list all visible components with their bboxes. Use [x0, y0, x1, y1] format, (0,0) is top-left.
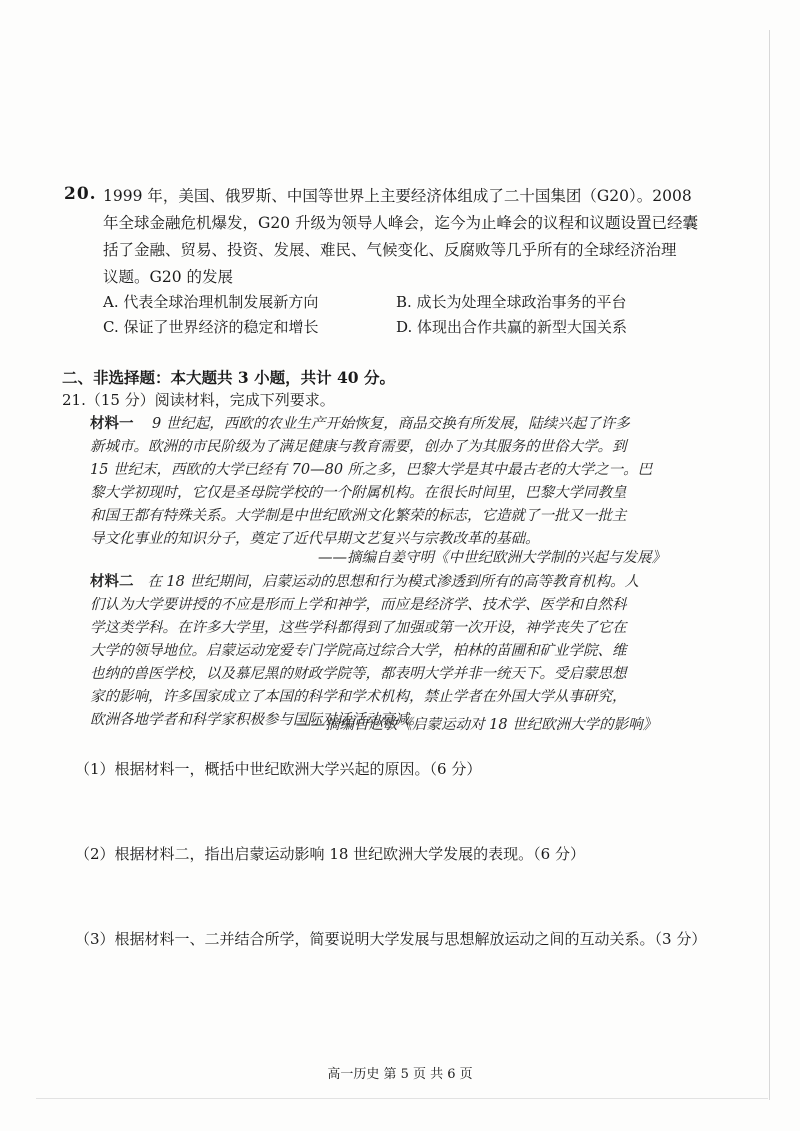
material-1-label: 材料一 [90, 415, 134, 432]
question-20-stem-line-4: 议题。G20 的发展 [103, 268, 234, 286]
material-2-line-6: 家的影响，许多国家成立了本国的科学和学术机构，禁止学者在外国大学从事研究， [90, 689, 627, 705]
material-1-line-5: 和国王都有特殊关系。大学制是中世纪欧洲文化繁荣的标志，它造就了一批又一批主 [90, 508, 627, 524]
material-1-line-2: 新城市。欧洲的市民阶级为了满足健康与教育需要，创办了为其服务的世俗大学。到 [90, 439, 627, 455]
page-footer: 高一历史 第 5 页 共 6 页 [327, 1067, 473, 1082]
page-edge-line [769, 30, 770, 1100]
material-2-line-2: 们认为大学要讲授的不应是形而上学和神学，而应是经济学、技术学、医学和自然科 [90, 597, 627, 613]
question-20-option-c: C. 保证了世界经济的稳定和增长 [103, 318, 319, 336]
question-20-stem-line-3: 括了金融、贸易、投资、发展、难民、气候变化、反腐败等几乎所有的全球经济治理 [103, 241, 677, 259]
material-2-text-1: 在 18 世纪期间，启蒙运动的思想和行为模式渗透到所有的高等教育机构。人 [147, 574, 639, 590]
question-20-stem-line-1: 1999 年，美国、俄罗斯、中国等世界上主要经济体组成了二十国集团（G20）。2008 [103, 187, 692, 205]
material-2-label: 材料二 [90, 573, 134, 590]
question-21-sub-2: （2）根据材料二，指出启蒙运动影响 18 世纪欧洲大学发展的表现。（6 分） [75, 845, 585, 863]
question-20-option-a: A. 代表全球治理机制发展新方向 [103, 293, 319, 311]
material-1-line-4: 黎大学初现时，它仅是圣母院学校的一个附属机构。在很长时间里，巴黎大学同教皇 [90, 485, 627, 501]
question-20-stem-line-2: 年全球金融危机爆发，G20 升级为领导人峰会，迄今为止峰会的议程和议题设置已经囊 [103, 214, 699, 232]
material-1-line-1 [90, 412, 630, 433]
material-2-source: ——摘编自赵敏《启蒙运动对 18 世纪欧洲大学的影响》 [296, 717, 658, 733]
question-20-option-b: B. 成长为处理全球政治事务的平台 [396, 293, 627, 311]
question-20-number: 20. [64, 184, 97, 204]
material-2-line-3: 学这类学科。在许多大学里，这些学科都得到了加强或第一次开设，神学丧失了它在 [90, 620, 627, 636]
material-1-source: ——摘编自姜守明《中世纪欧洲大学制的兴起与发展》 [318, 550, 666, 566]
material-2-line-1 [90, 570, 639, 591]
material-1-line-6: 导文化事业的知识分子，奠定了近代早期文艺复兴与宗教改革的基础。 [90, 531, 540, 547]
question-20-option-d: D. 体现出合作共赢的新型大国关系 [396, 318, 628, 336]
material-1-line-3: 15 世纪末，西欧的大学已经有 70—80 所之多，巴黎大学是其中最古老的大学之一。巴 [90, 462, 653, 478]
question-21-heading: 21.（15 分）阅读材料，完成下列要求。 [62, 391, 335, 409]
question-21-sub-1: （1）根据材料一，概括中世纪欧洲大学兴起的原因。（6 分） [75, 760, 482, 778]
section-2-title: 二、非选择题：本大题共 3 小题，共计 40 分。 [62, 368, 395, 387]
material-2-line-5: 也纳的兽医学校，以及慕尼黑的财政学院等，都表明大学并非一统天下。受启蒙思想 [90, 666, 627, 682]
material-1-text-1: 9 世纪起，西欧的农业生产开始恢复，商品交换有所发展，陆续兴起了许多 [151, 416, 630, 432]
material-2-line-7: 欧洲各地学者和科学家积极参与国际对话活动衰减。 [90, 712, 424, 728]
bottom-rule [36, 1098, 768, 1099]
material-2-line-4: 大学的领导地位。启蒙运动宠爱专门学院高过综合大学，柏林的苗圃和矿业学院、维 [90, 643, 627, 659]
question-21-sub-3: （3）根据材料一、二并结合所学，简要说明大学发展与思想解放运动之间的互动关系。（3 分） [75, 930, 707, 948]
